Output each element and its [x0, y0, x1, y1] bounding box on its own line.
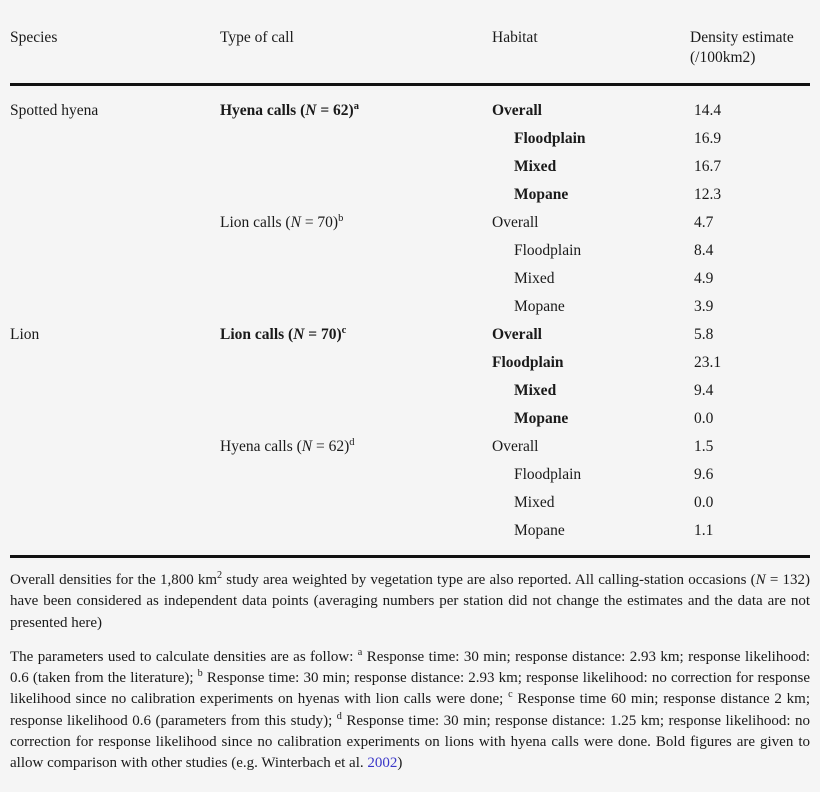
call-prefix: Lion calls ( — [220, 325, 294, 343]
call-footnote-marker: a — [353, 100, 359, 112]
cell-type-of-call — [220, 209, 492, 237]
cell-habitat: Mixed — [514, 157, 557, 175]
cell-species — [10, 125, 220, 153]
cell-density-estimate: 9.6 — [694, 465, 714, 483]
call-footnote-marker: d — [349, 436, 355, 448]
table-body — [10, 84, 810, 556]
cell-habitat: Floodplain — [514, 465, 582, 483]
call-label — [220, 438, 355, 455]
note-paragraph-2 — [10, 634, 810, 775]
note1-text-b: study area weighted by vegetation type are also reported. All calling-station occasions ( — [222, 571, 756, 588]
density-header-line2: (/100km2) — [690, 49, 756, 67]
reference-link-2002[interactable]: 2002 — [367, 755, 398, 772]
note-paragraph-1 — [10, 558, 810, 634]
cell-species — [10, 377, 220, 405]
cell-habitat: Mixed — [514, 381, 557, 399]
cell-habitat: Floodplain — [514, 129, 586, 147]
table-row — [10, 125, 810, 153]
cell-species — [10, 433, 220, 461]
cell-density-estimate: 5.8 — [694, 325, 714, 343]
cell-type-of-call — [220, 405, 492, 433]
call-prefix: Hyena calls ( — [220, 101, 306, 119]
cell-density-estimate: 16.9 — [694, 129, 722, 147]
call-n-symbol: N — [290, 213, 301, 231]
call-footnote-marker: b — [338, 212, 344, 224]
cell-habitat: Overall — [492, 213, 539, 231]
table-header — [10, 0, 810, 84]
cell-habitat: Mixed — [514, 493, 555, 511]
cell-type-of-call — [220, 349, 492, 377]
call-n-symbol: N — [293, 325, 305, 343]
footnote-marker-a: a — [357, 646, 363, 658]
cell-density-estimate: 0.0 — [694, 409, 714, 427]
table-row — [10, 349, 810, 377]
cell-density-estimate: 0.0 — [694, 493, 714, 511]
cell-type-of-call — [220, 517, 492, 557]
table-row — [10, 321, 810, 349]
note2-text-d: Response time 60 min; response distance 2 km; response likelihood 0.6 (parameters from this study); — [10, 691, 810, 729]
table-row — [10, 293, 810, 321]
cell-species — [10, 265, 220, 293]
column-header-type-of-call: Type of call — [220, 0, 492, 84]
column-header-habitat: Habitat — [492, 0, 690, 84]
density-estimates-table — [10, 0, 810, 558]
note2-text-c: Response time: 30 min; response distance: 2.93 km; response likelihood: no correction for response likelihood since no calibration experiments on hyenas with lion calls were done; — [10, 670, 810, 708]
note1-text-a: Overall densities for the 1,800 km — [10, 571, 218, 588]
cell-type-of-call — [220, 489, 492, 517]
cell-species — [10, 293, 220, 321]
cell-type-of-call — [220, 433, 492, 461]
call-n-value: = 70) — [300, 213, 339, 231]
table-row — [10, 517, 810, 557]
call-n-value: = 70) — [304, 325, 342, 343]
cell-type-of-call — [220, 84, 492, 125]
cell-habitat: Overall — [492, 101, 542, 119]
cell-type-of-call — [220, 181, 492, 209]
cell-density-estimate: 16.7 — [694, 157, 722, 175]
cell-habitat: Mixed — [514, 269, 555, 287]
call-n-symbol: N — [305, 101, 317, 119]
cell-habitat: Mopane — [514, 409, 569, 427]
cell-density-estimate: 4.7 — [694, 213, 714, 231]
table-row — [10, 209, 810, 237]
table-row — [10, 489, 810, 517]
cell-habitat: Overall — [492, 325, 542, 343]
cell-species — [10, 405, 220, 433]
footnote-marker-d: d — [336, 710, 342, 722]
cell-habitat: Floodplain — [514, 241, 582, 259]
note2-text-e: Response time: 30 min; response distance: 1.25 km; response likelihood: no correction for response likelihood since no calibration experiments on lions with hyena calls were done. Bold figures are given to allow comparison with other studies (e.g. Winterbach et al. — [10, 712, 810, 772]
cell-density-estimate: 1.1 — [694, 521, 714, 539]
cell-type-of-call — [220, 237, 492, 265]
cell-species: Lion — [10, 325, 40, 343]
cell-density-estimate: 3.9 — [694, 297, 714, 315]
table-row — [10, 181, 810, 209]
cell-habitat: Mopane — [514, 521, 565, 539]
cell-habitat: Floodplain — [492, 353, 564, 371]
cell-density-estimate: 8.4 — [694, 241, 714, 259]
density-header-line1: Density estimate — [690, 29, 794, 46]
cell-density-estimate: 1.5 — [694, 437, 714, 455]
cell-density-estimate: 4.9 — [694, 269, 714, 287]
table-row — [10, 84, 810, 125]
cell-type-of-call — [220, 153, 492, 181]
footnote-marker-b: b — [197, 668, 203, 680]
cell-habitat: Mopane — [514, 297, 565, 315]
cell-species — [10, 489, 220, 517]
cell-species — [10, 209, 220, 237]
cell-species — [10, 349, 220, 377]
cell-type-of-call — [220, 265, 492, 293]
call-label — [220, 214, 343, 231]
call-prefix: Hyena calls ( — [220, 437, 302, 455]
cell-species — [10, 517, 220, 557]
cell-density-estimate: 9.4 — [694, 381, 714, 399]
note2-text-f: ) — [397, 755, 403, 772]
call-label — [220, 102, 359, 119]
table-row — [10, 377, 810, 405]
table-row — [10, 461, 810, 489]
cell-density-estimate: 23.1 — [694, 353, 722, 371]
cell-density-estimate: 14.4 — [694, 101, 722, 119]
note1-superscript-2: 2 — [217, 569, 223, 581]
table-row — [10, 237, 810, 265]
call-prefix: Lion calls ( — [220, 213, 291, 231]
note2-text-a: The parameters used to calculate densities are as follow: — [10, 648, 358, 665]
cell-habitat: Mopane — [514, 185, 569, 203]
cell-type-of-call — [220, 377, 492, 405]
table-notes — [10, 558, 810, 775]
note1-n-symbol: N — [755, 571, 766, 588]
call-footnote-marker: c — [341, 324, 347, 336]
cell-species — [10, 181, 220, 209]
table-row — [10, 153, 810, 181]
cell-type-of-call — [220, 321, 492, 349]
table-row — [10, 405, 810, 433]
cell-species — [10, 237, 220, 265]
column-header-density-estimate — [690, 0, 810, 84]
call-n-value: = 62) — [312, 437, 350, 455]
cell-species: Spotted hyena — [10, 101, 99, 119]
cell-habitat: Overall — [492, 437, 539, 455]
footnote-marker-c: c — [508, 689, 513, 701]
cell-type-of-call — [220, 125, 492, 153]
cell-species — [10, 461, 220, 489]
cell-density-estimate: 12.3 — [694, 185, 722, 203]
table-row — [10, 265, 810, 293]
table-row — [10, 433, 810, 461]
note1-text-c: = 132) have been considered as independent data points (averaging numbers per station did not change the estimates and the data are not presented here) — [10, 571, 810, 631]
cell-species — [10, 153, 220, 181]
cell-type-of-call — [220, 293, 492, 321]
column-header-species: Species — [10, 0, 220, 84]
note2-text-b: Response time: 30 min; response distance: 2.93 km; response likelihood: 0.6 (taken from the literature); — [10, 648, 810, 687]
call-n-symbol: N — [301, 437, 313, 455]
call-n-value: = 62) — [316, 101, 354, 119]
cell-type-of-call — [220, 461, 492, 489]
call-label — [220, 326, 346, 343]
